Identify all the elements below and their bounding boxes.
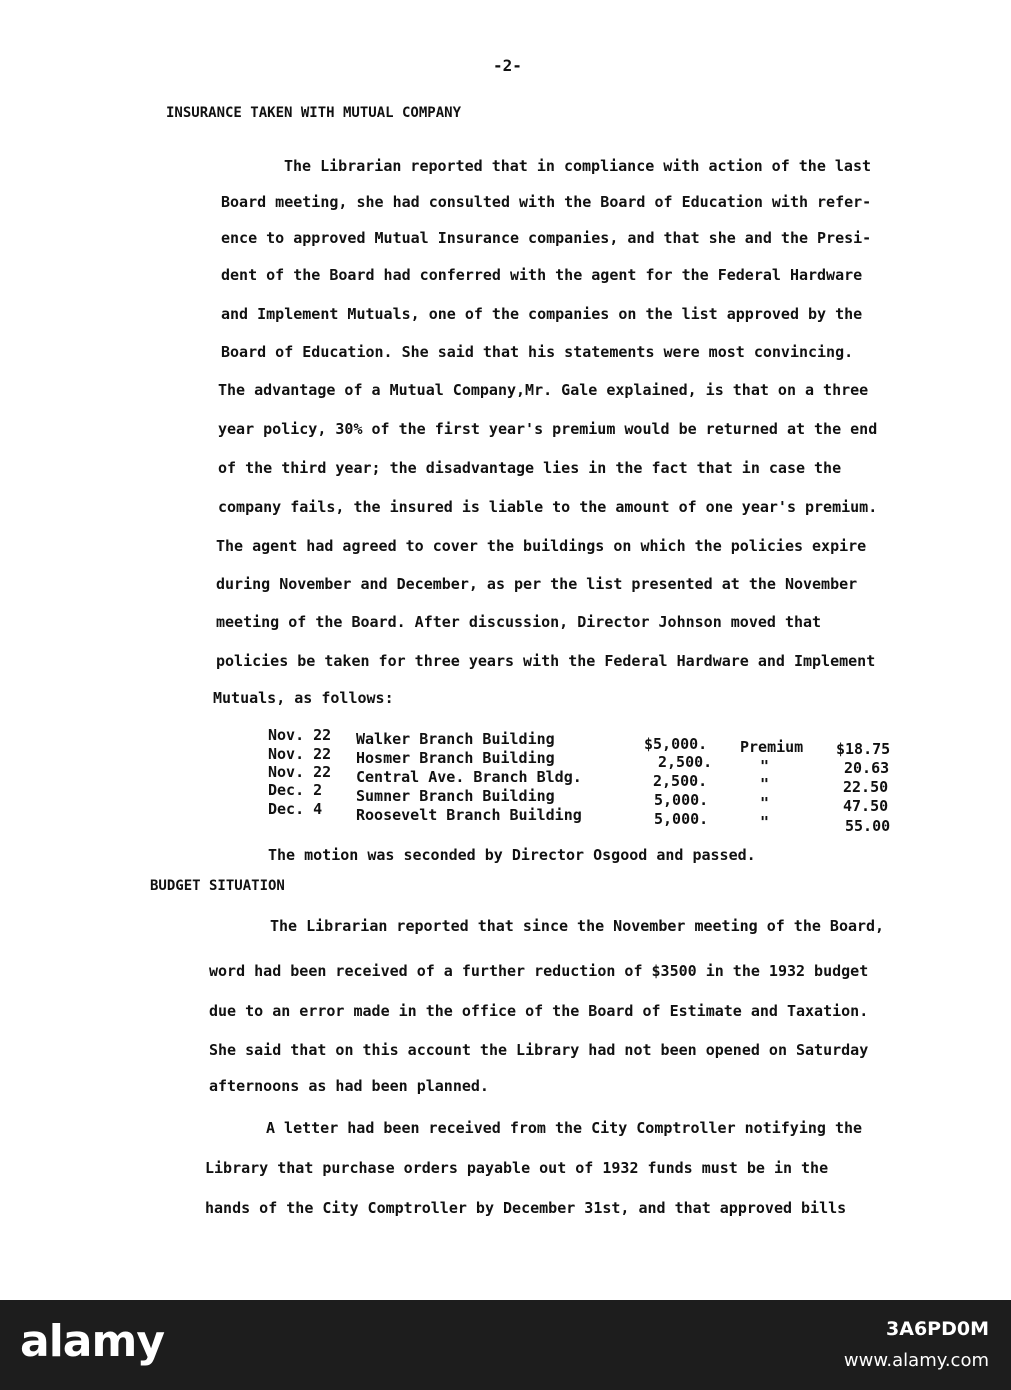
- paragraph-line: hands of the City Comptroller by December 31st, and that approved bills: [205, 1199, 847, 1217]
- paragraph-line: due to an error made in the office of the Board of Estimate and Taxation.: [209, 1002, 869, 1020]
- paragraph-line: during November and December, as per the list presented at the November: [216, 575, 858, 593]
- paragraph-line: Library that purchase orders payable out of 1932 funds must be in the: [205, 1159, 829, 1177]
- policy-label: ": [760, 757, 770, 775]
- section-heading-budget: BUDGET SITUATION: [150, 878, 285, 894]
- paragraph-line: year policy, 30% of the first year's premium would be returned at the end: [218, 420, 878, 438]
- policy-date: Nov. 22: [268, 726, 332, 744]
- paragraph-line: ence to approved Mutual Insurance companies, and that she and the Presi-: [221, 229, 872, 247]
- policy-amount: 5,000.: [654, 810, 709, 828]
- policy-date: Nov. 22: [268, 763, 332, 781]
- policy-amount: 5,000.: [654, 791, 709, 809]
- paragraph-line: The advantage of a Mutual Company,Mr. Gale explained, is that on a three: [218, 381, 869, 399]
- paragraph-line: of the third year; the disadvantage lies in the fact that in case the: [218, 459, 842, 477]
- alamy-logo: alamy: [20, 1316, 164, 1367]
- policy-premium: 47.50: [843, 797, 889, 815]
- policy-building: Walker Branch Building: [356, 730, 555, 748]
- paragraph-line: policies be taken for three years with the Federal Hardware and Implement: [216, 652, 876, 670]
- policy-date: Dec. 4: [268, 800, 323, 818]
- paragraph-line: Mutuals, as follows:: [213, 689, 394, 707]
- page-number: -2-: [493, 56, 522, 75]
- paragraph-line: The agent had agreed to cover the buildings on which the policies expire: [216, 537, 867, 555]
- paragraph-line: word had been received of a further reduction of $3500 in the 1932 budget: [209, 962, 869, 980]
- paragraph-line: meeting of the Board. After discussion, Director Johnson moved that: [216, 613, 822, 631]
- paragraph-line: She said that on this account the Library had not been opened on Saturday: [209, 1041, 869, 1059]
- paragraph-line: and Implement Mutuals, one of the companies on the list approved by the: [221, 305, 863, 323]
- image-id: 3A6PD0M: [886, 1318, 989, 1340]
- policy-date: Dec. 2: [268, 781, 323, 799]
- paragraph-line: The Librarian reported that in compliance with action of the last: [284, 157, 871, 175]
- policy-amount: 2,500.: [653, 772, 708, 790]
- paragraph-line: company fails, the insured is liable to the amount of one year's premium.: [218, 498, 878, 516]
- policy-premium: 22.50: [843, 778, 889, 796]
- policy-building: Sumner Branch Building: [356, 787, 555, 805]
- policy-amount: 2,500.: [658, 753, 713, 771]
- motion-line: The motion was seconded by Director Osgood and passed.: [268, 846, 756, 864]
- policy-premium: 55.00: [845, 817, 891, 835]
- policy-label: Premium: [740, 738, 804, 756]
- policy-amount: $5,000.: [644, 735, 708, 753]
- policy-building: Hosmer Branch Building: [356, 749, 555, 767]
- paragraph-line: dent of the Board had conferred with the agent for the Federal Hardware: [221, 266, 863, 284]
- watermark-url: www.alamy.com: [843, 1350, 989, 1371]
- policy-building: Roosevelt Branch Building: [356, 806, 582, 824]
- section-heading-insurance: INSURANCE TAKEN WITH MUTUAL COMPANY: [166, 105, 462, 121]
- policy-premium: 20.63: [844, 759, 890, 777]
- policy-label: ": [760, 813, 770, 831]
- paragraph-line: The Librarian reported that since the November meeting of the Board,: [270, 917, 885, 935]
- paragraph-line: Board meeting, she had consulted with the Board of Education with refer-: [221, 193, 872, 211]
- policy-label: ": [760, 775, 770, 793]
- policy-premium: $18.75: [836, 740, 891, 758]
- policy-label: ": [760, 794, 770, 812]
- paragraph-line: afternoons as had been planned.: [209, 1077, 489, 1095]
- policy-date: Nov. 22: [268, 745, 332, 763]
- paragraph-line: A letter had been received from the City Comptroller notifying the: [266, 1119, 863, 1137]
- policy-building: Central Ave. Branch Bldg.: [356, 768, 582, 786]
- paragraph-line: Board of Education. She said that his statements were most convincing.: [221, 343, 854, 361]
